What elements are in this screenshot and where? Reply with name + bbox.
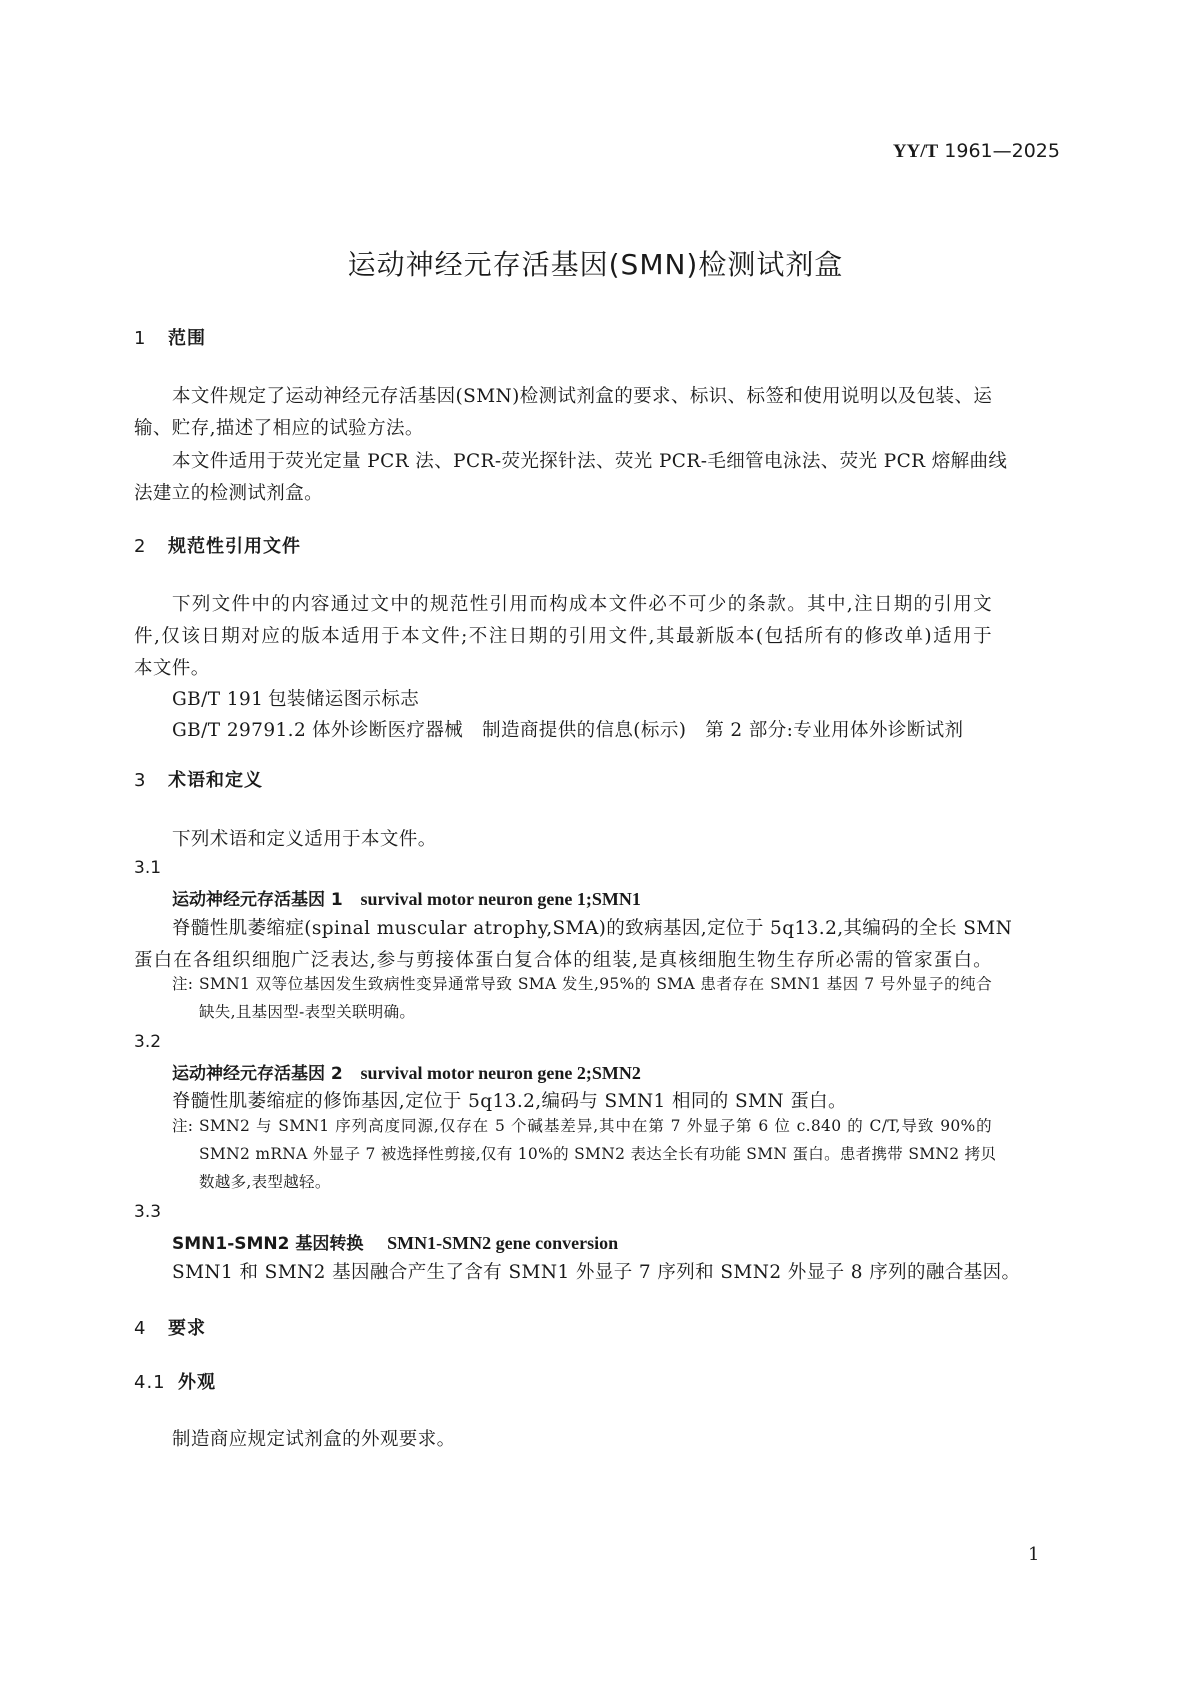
section-4-heading — [134, 1314, 206, 1340]
note-label: 注: — [172, 1117, 194, 1135]
standard-code — [700, 140, 1060, 163]
document-title: 运动神经元存活基因(SMN)检测试剂盒 — [347, 248, 844, 281]
note-line: 数越多,表型越轻。 — [199, 1173, 331, 1191]
term-number: 3.3 — [134, 1202, 162, 1222]
note-line: SMN2 与 SMN1 序列高度同源,仅存在 5 个碱基差异,其中在第 7 外显子第 6 位 c.840 的 C/T,导致 90%的 — [199, 1117, 992, 1135]
paragraph-line: 本文件规定了运动神经元存活基因(SMN)检测试剂盒的要求、标识、标签和使用说明以及包装、运 — [172, 386, 993, 407]
subsection-text: 制造商应规定试剂盒的外观要求。 — [172, 1429, 456, 1450]
section-number: 4 — [134, 1318, 147, 1339]
subsection-title: 外观 — [178, 1372, 216, 1393]
note-line: SMN2 mRNA 外显子 7 被选择性剪接,仅有 10%的 SMN2 表达全长有功能 SMN 蛋白。患者携带 SMN2 拷贝 — [199, 1145, 997, 1163]
paragraph-line: 件,仅该日期对应的版本适用于本文件;不注日期的引用文件,其最新版本(包括所有的修改单)适用于 — [134, 626, 992, 647]
section-number: 2 — [134, 536, 147, 557]
term-english: SMN1-SMN2 gene conversion — [387, 1233, 619, 1253]
section-number: 3 — [134, 770, 147, 791]
paragraph-line: 下列文件中的内容通过文中的规范性引用而构成本文件必不可少的条款。其中,注日期的引用文 — [172, 594, 992, 615]
paragraph-line: 本文件。 — [134, 658, 210, 679]
standard-code-prefix: YY/T — [892, 141, 939, 162]
section-title: 范围 — [168, 328, 206, 349]
paragraph-line: 法建立的检测试剂盒。 — [134, 483, 324, 504]
reference-title: 包装储运图示标志 — [268, 689, 420, 710]
section-intro: 下列术语和定义适用于本文件。 — [172, 829, 437, 850]
subsection-number: 4.1 — [134, 1372, 166, 1393]
term-number: 3.1 — [134, 858, 162, 878]
reference-item — [172, 685, 419, 711]
subsection-4-1-heading — [134, 1368, 216, 1394]
reference-item — [172, 716, 963, 742]
term-chinese: 运动神经元存活基因 2 — [172, 1064, 343, 1084]
section-number: 1 — [134, 328, 147, 349]
reference-code: GB/T 191 — [172, 689, 264, 710]
section-2-heading — [134, 532, 301, 558]
section-3-heading — [134, 766, 263, 792]
reference-title: 体外诊断医疗器械 制造商提供的信息(标示) 第 2 部分:专业用体外诊断试剂 — [312, 720, 964, 741]
paragraph-line: 本文件适用于荧光定量 PCR 法、PCR-荧光探针法、荧光 PCR-毛细管电泳法、荧光 PCR 熔解曲线 — [172, 451, 1008, 472]
page-number: 1 — [1028, 1544, 1040, 1565]
note-line: SMN1 双等位基因发生致病性变异通常导致 SMA 发生,95%的 SMA 患者存在 SMN1 基因 7 号外显子的纯合 — [199, 975, 992, 993]
term-entry — [172, 885, 641, 910]
definition-line: 脊髓性肌萎缩症的修饰基因,定位于 5q13.2,编码与 SMN1 相同的 SMN 蛋白。 — [172, 1091, 847, 1112]
term-english: survival motor neuron gene 1;SMN1 — [360, 889, 641, 909]
term-english: survival motor neuron gene 2;SMN2 — [360, 1063, 641, 1083]
term-entry — [172, 1229, 618, 1254]
definition-line: 脊髓性肌萎缩症(spinal muscular atrophy,SMA)的致病基因,定位于 5q13.2,其编码的全长 SMN — [172, 918, 1013, 939]
term-chinese: SMN1-SMN2 基因转换 — [172, 1234, 364, 1254]
definition-line: 蛋白在各组织细胞广泛表达,参与剪接体蛋白复合体的组装,是真核细胞生物生存所必需的管家蛋白。 — [134, 950, 992, 971]
note-label: 注: — [172, 975, 194, 993]
term-number: 3.2 — [134, 1032, 162, 1052]
reference-code: GB/T 29791.2 — [172, 720, 307, 741]
note-line: 缺失,且基因型-表型关联明确。 — [199, 1003, 416, 1021]
definition-line: SMN1 和 SMN2 基因融合产生了含有 SMN1 外显子 7 序列和 SMN2 外显子 8 序列的融合基因。 — [172, 1262, 1021, 1283]
section-title: 术语和定义 — [168, 770, 263, 791]
term-entry — [172, 1059, 641, 1084]
paragraph-line: 输、贮存,描述了相应的试验方法。 — [134, 418, 424, 439]
term-chinese: 运动神经元存活基因 1 — [172, 890, 343, 910]
standard-code-number: 1961—2025 — [944, 140, 1060, 162]
section-title: 要求 — [168, 1318, 206, 1339]
section-1-heading — [134, 324, 206, 350]
section-title: 规范性引用文件 — [168, 536, 301, 557]
